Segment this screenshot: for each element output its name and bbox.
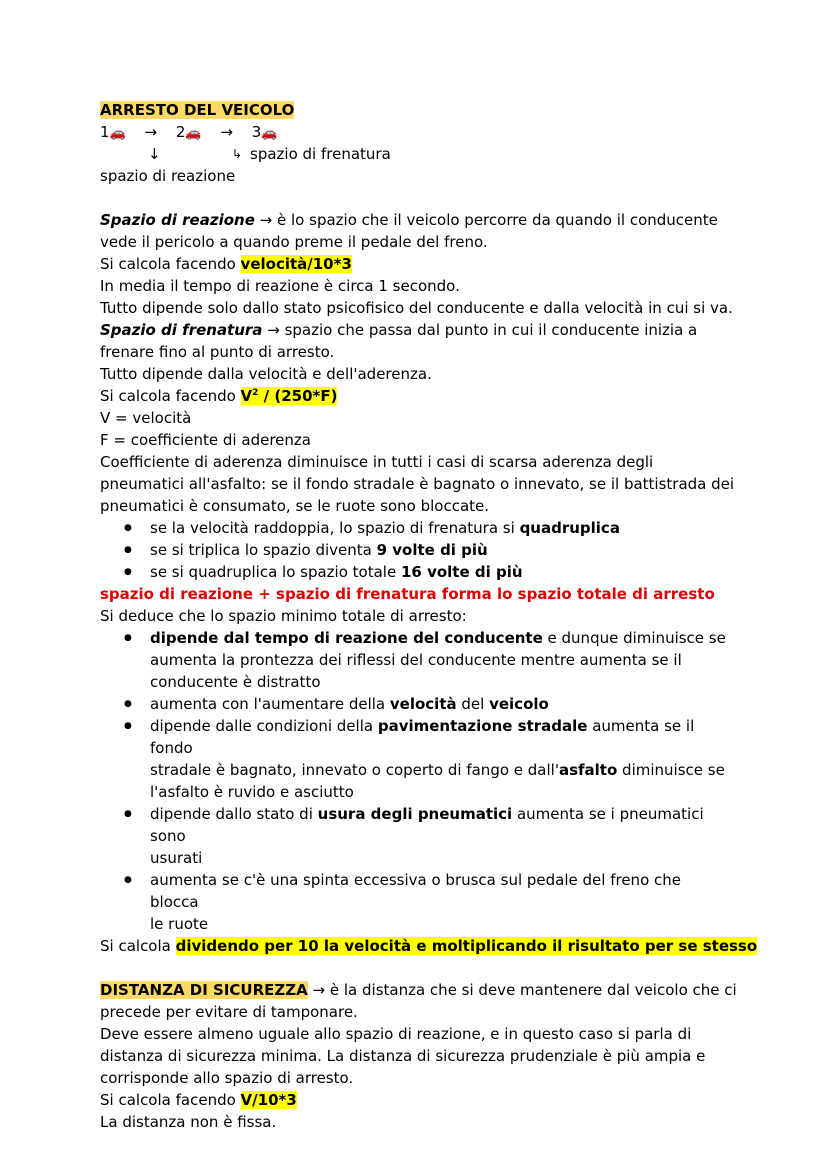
bullet-bold: 9 volte di più	[376, 541, 488, 559]
bullet-bold: quadruplica	[519, 519, 620, 537]
bullet-text: del	[456, 695, 490, 713]
bullet-text: usurati	[150, 849, 203, 867]
formula-rest: / (250*F)	[258, 387, 338, 405]
formula-frenatura	[241, 387, 338, 405]
bullet-text: aumenta se il fondo	[150, 717, 695, 757]
formula-sicurezza: V/10*3	[240, 1091, 297, 1109]
stage-3-label: 3	[251, 123, 262, 141]
bullet-text: l'asfalto è ruvido e asciutto	[150, 783, 354, 801]
bullet-bold: 16 volte di più	[400, 563, 523, 581]
coeff-line1: Coefficiente di aderenza diminuisce in tutti i casi di scarsa aderenza degli	[100, 453, 654, 471]
bullet-text: aumenta la prontezza dei riflessi del conducente mentre aumenta se il	[150, 651, 682, 669]
sicurezza-fissa: La distanza non è fissa.	[100, 1113, 277, 1131]
bullet-text: conducente è distratto	[150, 673, 321, 691]
bullet-text: aumenta con l'aumentare della	[150, 695, 390, 713]
bullet-text: stradale è bagnato, innevato o coperto di fango e dall'	[150, 761, 559, 779]
arrow-right-icon: →	[312, 981, 326, 999]
sicurezza-p3: corrisponde allo spazio di arresto.	[100, 1069, 354, 1087]
stage-1-label: 1	[100, 123, 110, 141]
sicurezza-p1: Deve essere almeno uguale allo spazio di reazione, e in questo caso si parla di	[100, 1025, 692, 1043]
frenatura-bullet-list	[100, 517, 730, 583]
calc-prefix: Si calcola	[100, 937, 176, 955]
car-icon: 🚗	[109, 126, 126, 141]
formula-exponent: 2	[252, 388, 259, 398]
deduce-line: Si deduce che lo spazio minimo totale di arresto:	[100, 607, 467, 625]
bullet-text: dipende dalle condizioni della	[150, 717, 378, 735]
bullet-text: se si triplica lo spazio diventa	[150, 541, 377, 559]
v-definition: V = velocità	[100, 409, 192, 427]
frenatura-def-line2: frenare fino al punto di arresto.	[100, 343, 335, 361]
stage-diagram-row	[100, 121, 730, 143]
frenatura-def-text: spazio che passa dal punto in cui il conducente inizia a	[279, 321, 698, 339]
bullet-text: se si quadruplica lo spazio totale	[150, 563, 401, 581]
section-title-sicurezza: DISTANZA DI SICUREZZA	[100, 981, 308, 999]
formula-reazione: velocità/10*3	[240, 255, 352, 273]
bullet-text: le ruote	[150, 915, 209, 933]
reazione-media: In media il tempo di reazione è circa 1 secondo.	[100, 277, 460, 295]
bullet-bold: pavimentazione stradale	[377, 717, 588, 735]
stage-2-label: 2	[175, 123, 186, 141]
bullet-text: aumenta se i pneumatici sono	[150, 805, 704, 845]
stage-arrows-row	[100, 143, 730, 165]
arrow-bend-icon: ↳	[232, 147, 243, 161]
bullet-text: e dunque diminuisce se	[542, 629, 726, 647]
term-spazio-reazione: Spazio di reazione	[100, 211, 255, 229]
sicurezza-calc-line	[100, 1089, 730, 1111]
document-page	[100, 99, 758, 1133]
list-item	[100, 561, 730, 583]
label-spazio-frenatura: spazio di frenatura	[250, 145, 391, 163]
frenatura-def-line1	[100, 319, 730, 341]
reazione-dipende: Tutto dipende solo dallo stato psicofisico del conducente e dalla velocità in cui si va.	[100, 299, 733, 317]
spazio-totale-red-line: spazio di reazione + spazio di frenatura forma lo spazio totale di arresto	[100, 585, 715, 603]
section-title-arresto	[100, 99, 730, 121]
bullet-bold: veicolo	[489, 695, 549, 713]
totale-bullet-list	[100, 627, 730, 935]
calc-prefix: Si calcola facendo	[100, 387, 241, 405]
bullet-bold: usura degli pneumatici	[317, 805, 513, 823]
label-spazio-reazione: spazio di reazione	[100, 167, 236, 185]
arrow-right-icon: →	[259, 211, 273, 229]
bullet-bold: asfalto	[558, 761, 618, 779]
title-highlight: ARRESTO DEL VEICOLO	[100, 101, 295, 119]
coeff-line3: pneumatici è consumato, se le ruote sono bloccate.	[100, 497, 490, 515]
car-icon: 🚗	[185, 126, 202, 141]
sicurezza-def-line2: precede per evitare di tamponare.	[100, 1003, 358, 1021]
bullet-text: dipende dallo stato di	[150, 805, 318, 823]
list-item	[100, 803, 730, 869]
bullet-text: se la velocità raddoppia, lo spazio di frenatura si	[150, 519, 520, 537]
frenatura-dipende: Tutto dipende dalla velocità e dell'aderenza.	[100, 365, 432, 383]
frenatura-calc-line	[100, 385, 730, 407]
arrow-down-icon: ↓	[148, 145, 161, 163]
reazione-calc-line	[100, 253, 730, 275]
calc-prefix: Si calcola facendo	[100, 1091, 241, 1109]
f-definition: F = coefficiente di aderenza	[100, 431, 311, 449]
coeff-line2: pneumatici all'asfalto: se il fondo stradale è bagnato o innevato, se il battistrada dei	[100, 475, 735, 493]
formula-v: V	[240, 387, 253, 405]
car-icon: 🚗	[261, 126, 278, 141]
list-item	[100, 627, 730, 693]
term-spazio-frenatura: Spazio di frenatura	[100, 321, 263, 339]
arrow-right-icon: →	[144, 123, 158, 141]
list-item	[100, 693, 730, 715]
list-item	[100, 517, 730, 539]
sicurezza-def-line1	[100, 979, 737, 1001]
reazione-def-line1	[100, 209, 730, 231]
reazione-def-line2: vede il pericolo a quando preme il pedale del freno.	[100, 233, 488, 251]
bullet-bold: velocità	[389, 695, 457, 713]
sicurezza-p2: distanza di sicurezza minima. La distanza di sicurezza prudenziale è più ampia e	[100, 1047, 706, 1065]
formula-totale: dividendo per 10 la velocità e moltiplicando il risultato per se stesso	[175, 937, 758, 955]
arrow-right-icon: →	[220, 123, 233, 141]
bullet-text: aumenta se c'è una spinta eccessiva o brusca sul pedale del freno che blocca	[150, 871, 681, 911]
reazione-def-text: è lo spazio che il veicolo percorre da quando il conducente	[272, 211, 718, 229]
list-item	[100, 869, 730, 935]
totale-calc-line	[100, 935, 758, 957]
sicurezza-def-text: è la distanza che si deve mantenere dal veicolo che ci	[325, 981, 737, 999]
list-item	[100, 539, 730, 561]
bullet-bold: dipende dal tempo di reazione del conducente	[150, 629, 543, 647]
arrow-right-icon: →	[267, 321, 280, 339]
calc-prefix: Si calcola facendo	[100, 255, 241, 273]
list-item	[100, 715, 730, 803]
bullet-text: diminuisce se	[617, 761, 725, 779]
